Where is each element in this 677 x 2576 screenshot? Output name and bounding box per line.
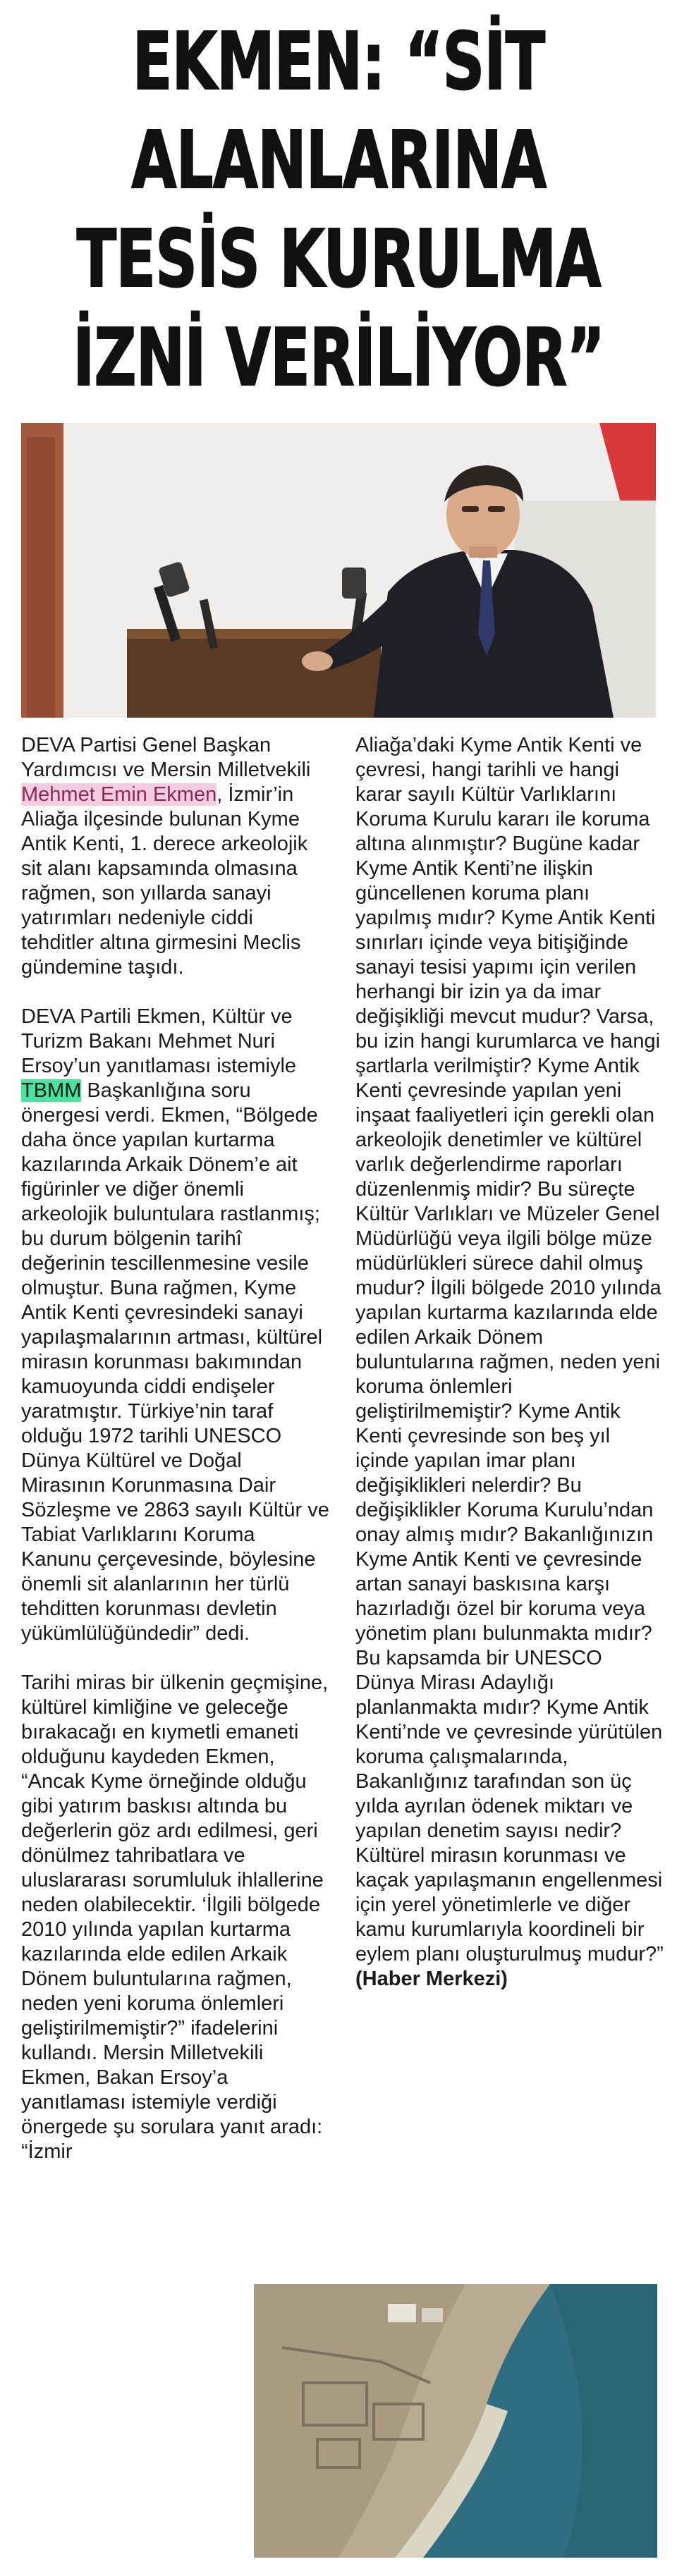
headline-line-1: EKMEN: “SİT — [132, 16, 545, 108]
article-column-left — [21, 733, 330, 2164]
headline-line-3: TESİS KURULMA — [76, 214, 601, 305]
paragraph-1-rest: , İzmir’in Aliağa ilçesinde bulunan Kyme Antik Kenti, 1. derece arkeolojik sit alanı kapsamında olmasına rağmen, son yıllarda sanayi yatırımları nedeniyle ciddi tehditler altına girmesini Meclis gündemine taşıdı. — [21, 783, 308, 979]
byline: (Haber Merkezi) — [355, 1968, 508, 1990]
headline-line-4: İZNİ VERİLİYOR” — [73, 312, 604, 404]
aerial-site-photo — [254, 2284, 657, 2558]
paragraph-2-rest: Başkanlığına soru önergesi verdi. Ekmen, “Bölgede daha önce yapılan kurtarma kazılarında Arkaik Dönem’e ait figürinler ve diğer önemli arkeolojik buluntulara rastlanmış; bu durum bölgenin tarihî değerinin tescillenmesine vesile olmuştur. Buna rağmen, Kyme Antik Kenti çevresindeki sanayi yapılaşmalarının artması, kültürel mirasın korunması bakımından kamuoyunda ciddi endişeler yaratmıştır. Türkiye’nin taraf olduğu 1972 tarihli UNESCO Dünya Kültürel ve Doğal Mirasının Korunmasına Dair Sözleşme ve 2863 sayılı Kültür ve Tabiat Varlıklarını Koruma Kanunu çerçevesinde, böylesine önemli sit alanlarının her türlü tehditten korunması devletin yükümlülüğündedir” dedi. — [21, 1079, 329, 1645]
speaker-photo — [21, 423, 656, 718]
article-column-right — [355, 733, 664, 1992]
article-paragraph-4 — [355, 733, 664, 1992]
questions-text: Aliağa’daki Kyme Antik Kenti ve çevresi, hangi tarihli ve hangi karar sayılı Kültür Varlıklarını Koruma Kurulu kararı ile koruma altına alınmıştır? Bugüne kadar Kyme Antik Kenti’ne ilişkin güncellenen koruma planı yapılmış mıdır? Kyme Antik Kenti sınırları içinde veya bitişiğinde sanayi tesisi yapımı için verilen herhangi bir izin ya da imar değişikliği mevcut mudur? Varsa, bu izin hangi kurumlarca ve hangi şartlarla verilmiştir? Kyme Antik Kenti çevresinde yapılan yeni inşaat faaliyetleri için gerekli olan arkeolojik denetimler ve kültürel varlık değerlendirme raporları düzenlenmiş midir? Bu süreçte Kültür Varlıkları ve Müzeler Genel Müdürlüğü veya ilgili bölge müze müdürlükleri sürece dahil olmuş mudur? İlgili bölgede 2010 yılında yapılan kurtarma kazılarında elde edilen Arkaik Dönem buluntularına rağmen, neden yeni koruma önlemleri geliştirilmemiştir? Kyme Antik Kenti çevresinde son beş yıl içinde yapılan imar planı değişiklikleri nelerdir? Bu değişiklikler Koruma Kurulu’ndan onay almış mıdır? Bakanlığınızın Kyme Antik Kenti ve çevresinde artan sanayi baskısına karşı hazırladığı özel bir koruma veya yönetim planı bulunmakta mıdır? Bu kapsamda bir UNESCO Dünya Mirası Adaylığı planlanmakta mıdır? Kyme Antik Kenti’nde ve çevresinde yürütülen koruma çalışmalarında, Bakanlığınız tarafından son üç yılda ayrılan ödenek miktarı ve yapılan denetim sayısı nedir? Kültürel mirasın korunması ve kaçak yapılaşmanın engellenmesi için yerel yönetimlerle ve diğer kamu kurumlarıyla koordineli bir eylem planı oluşturulmuş mudur?” — [355, 734, 664, 1965]
article-paragraph-1 — [21, 733, 330, 980]
article-paragraph-2 — [21, 1005, 330, 1646]
article-paragraph-3: Tarihi miras bir ülkenin geçmişine, kültürel kimliğine ve geleceğe bırakacağı en kıymetli emaneti olduğunu kaydeden Ekmen, “Ancak Kyme örneğinde olduğu gibi yatırım baskısı altında bu değerlerin göz ardı edilmesi, geri dönülmez tahribatlara ve uluslararası sorumluluk ihlallerine neden olabilecektir. ‘İlgili bölgede 2010 yılında yapılan kurtarma kazılarında elde edilen Arkaik Dönem buluntularına rağmen, neden yeni koruma önlemleri geliştirilmemiştir?” ifadelerini kullandı. Mersin Milletvekili Ekmen, Bakan Ersoy’a yanıtlaması istemiyle verdiği önergede şu sorulara yanıt aradı: “İzmir — [21, 1672, 329, 2163]
headline-line-2: ALANLARINA — [130, 115, 547, 207]
paragraph-2-lead: DEVA Partili Ekmen, Kültür ve Turizm Bakanı Mehmet Nuri Ersoy’un yanıtlaması istemiyle — [21, 1005, 297, 1077]
highlighted-name-link[interactable]: Mehmet Emin Ekmen — [21, 783, 217, 806]
highlighted-tbmm-link[interactable]: TBMM — [21, 1079, 82, 1102]
headline — [13, 13, 664, 407]
paragraph-1-lead: DEVA Partisi Genel Başkan Yardımcısı ve Mersin Milletvekili — [21, 734, 311, 781]
